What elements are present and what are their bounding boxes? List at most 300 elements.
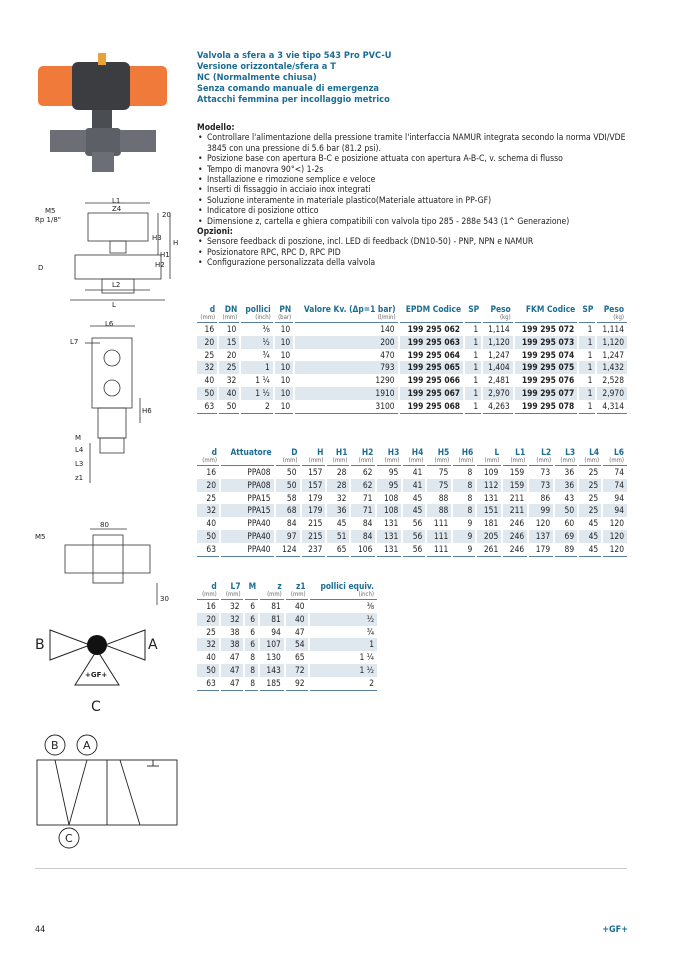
table-cell: 9 xyxy=(452,543,476,556)
table-cell: 32 xyxy=(220,613,244,626)
table-cell: 8 xyxy=(452,479,476,492)
gf-symbol: +GF+ xyxy=(85,671,108,679)
dim-label: L3 xyxy=(75,460,84,468)
table-cell: 74 xyxy=(602,466,627,479)
table-cell: 15 xyxy=(218,336,240,349)
table-cell: 36 xyxy=(326,504,350,517)
table-cell: 185 xyxy=(259,677,285,690)
table-row xyxy=(196,323,627,336)
table-cell: 32 xyxy=(218,374,240,387)
table-cell: 86 xyxy=(528,492,554,505)
column-header xyxy=(294,304,398,323)
table-cell: 45 xyxy=(578,530,602,543)
column-header xyxy=(218,304,240,323)
table-cell: 215 xyxy=(301,517,327,530)
header-unit: (mm) xyxy=(584,457,600,464)
header-unit: (kg) xyxy=(499,314,511,321)
page-number: 44 xyxy=(35,925,46,935)
table-cell: 8 xyxy=(452,466,476,479)
table-cell: 25 xyxy=(218,361,240,374)
table-cell: 1 xyxy=(578,387,596,400)
table-cell: PPA15 xyxy=(220,504,275,517)
header-unit: (inch) xyxy=(358,591,374,598)
header-unit: (mm) xyxy=(332,457,348,464)
table-row xyxy=(196,600,377,613)
schema-a-label: A xyxy=(83,739,91,752)
column-header xyxy=(309,581,377,600)
port-b-label: B xyxy=(35,637,45,653)
table-cell: 88 xyxy=(426,504,452,517)
bullet-item: • Installazione e rimozione semplice e veloce xyxy=(197,175,627,185)
table-cell: PPA08 xyxy=(220,479,275,492)
heading-line: Valvola a sfera a 3 vie tipo 543 Pro PVC-U xyxy=(197,50,392,61)
table-cell: 32 xyxy=(326,492,350,505)
table-cell: 8 xyxy=(452,504,476,517)
table-cell: 74 xyxy=(602,479,627,492)
table-row xyxy=(196,387,627,400)
header-label: L4 xyxy=(589,447,600,457)
bullet-item: • Controllare l'alimentazione della pressione tramite l'interfaccia NAMUR integrata secondo la norma VDI/VDE 3845 con una pressione di 5.6 bar (81.2 psi). xyxy=(197,133,627,154)
table-cell: 8 xyxy=(244,677,260,690)
table-cell: 10 xyxy=(274,400,294,413)
table-cell: 9 xyxy=(452,530,476,543)
column-header xyxy=(554,447,578,466)
table-cell: 199 295 065 xyxy=(399,361,464,374)
table-cell: 9 xyxy=(452,517,476,530)
table-cell: 41 xyxy=(402,466,426,479)
table-cell: 10 xyxy=(274,361,294,374)
column-header xyxy=(196,447,220,466)
table-cell: 111 xyxy=(426,517,452,530)
table-cell: 4,314 xyxy=(596,400,627,413)
table-cell: 1 ½ xyxy=(309,664,377,677)
header-unit: (mm) xyxy=(282,457,298,464)
table-cell: 2,970 xyxy=(482,387,514,400)
features xyxy=(197,123,627,269)
table-row xyxy=(196,504,627,517)
column-header xyxy=(376,447,402,466)
table-row xyxy=(196,361,627,374)
table-cell: 199 295 062 xyxy=(399,323,464,336)
column-header xyxy=(326,447,350,466)
header-label: H6 xyxy=(461,447,474,457)
table-cell: 94 xyxy=(602,504,627,517)
table-cell: 159 xyxy=(502,479,528,492)
table-cell: 3100 xyxy=(294,400,398,413)
model-list xyxy=(197,133,627,227)
gf-logo: +GF+ xyxy=(602,925,628,935)
table-cell: 131 xyxy=(376,517,402,530)
table-cell: 32 xyxy=(196,638,220,651)
table-cell: 6 xyxy=(244,626,260,639)
header-label: DN xyxy=(224,304,238,314)
table-cell: 199 295 078 xyxy=(514,400,579,413)
bullet-item: • Indicatore di posizione ottico xyxy=(197,206,627,216)
table-cell: 50 xyxy=(196,664,220,677)
bullet-item: • Configurazione personalizzata della valvola xyxy=(197,258,627,268)
table-cell: 89 xyxy=(554,543,578,556)
table-cell: 124 xyxy=(275,543,301,556)
table-cell: 108 xyxy=(376,504,402,517)
table-cell: 6 xyxy=(244,613,260,626)
table-cell: ½ xyxy=(309,613,377,626)
column-header xyxy=(528,447,554,466)
table-cell: 94 xyxy=(259,626,285,639)
table-cell: 2,481 xyxy=(482,374,514,387)
heading-line: Attacchi femmina per incollaggio metrico xyxy=(197,94,390,105)
table-cell: 38 xyxy=(220,626,244,639)
dim-label: z1 xyxy=(75,474,84,482)
table-cell: 36 xyxy=(554,466,578,479)
column-header xyxy=(350,447,376,466)
table-cell: 50 xyxy=(275,479,301,492)
table-row xyxy=(196,530,627,543)
table-cell: ⅜ xyxy=(240,323,273,336)
table-cell: 120 xyxy=(602,517,627,530)
table-cell: 94 xyxy=(602,492,627,505)
table-cell: 470 xyxy=(294,349,398,362)
bullet-item: • Sensore feedback di poszione, incl. LED di feedback (DN10-50) - PNP, NPN e NAMUR xyxy=(197,237,627,247)
table-row xyxy=(196,479,627,492)
table-cell: 50 xyxy=(554,504,578,517)
header-unit: (mm) xyxy=(308,457,324,464)
header-label: L2 xyxy=(541,447,552,457)
header-label: H2 xyxy=(361,447,374,457)
table-cell: 25 xyxy=(196,349,218,362)
dim-label: H xyxy=(173,239,179,247)
column-header xyxy=(452,447,476,466)
table-cell: 2 xyxy=(309,677,377,690)
column-header xyxy=(514,304,579,323)
table-cell: 88 xyxy=(426,492,452,505)
table-cell: 1 xyxy=(240,361,273,374)
table-cell: 211 xyxy=(502,504,528,517)
table-cell: 40 xyxy=(196,651,220,664)
table-cell: 36 xyxy=(554,479,578,492)
table-cell: 793 xyxy=(294,361,398,374)
header-unit: (mm) xyxy=(560,457,576,464)
table-cell: 199 295 075 xyxy=(514,361,579,374)
header-unit: (l/min) xyxy=(377,314,396,321)
table-cell: 8 xyxy=(244,651,260,664)
table-cell: 1,404 xyxy=(482,361,514,374)
table-cell: 25 xyxy=(196,492,220,505)
dim-label: Z4 xyxy=(112,205,122,213)
table-cell: 73 xyxy=(528,466,554,479)
header-unit: (mm) xyxy=(358,457,374,464)
table-cell: 25 xyxy=(578,504,602,517)
header-label: Valore Kv. (Δp=1 bar) xyxy=(303,304,396,314)
table-cell: 38 xyxy=(220,638,244,651)
table-cell: 107 xyxy=(259,638,285,651)
schema-b-label: B xyxy=(51,739,59,752)
table-cell: 25 xyxy=(578,492,602,505)
header-unit: (mm) xyxy=(510,457,526,464)
header-label: FKM Codice xyxy=(525,304,576,314)
table-cell: 60 xyxy=(554,517,578,530)
column-header xyxy=(285,581,309,600)
table-cell: 84 xyxy=(350,517,376,530)
column-header xyxy=(274,304,294,323)
table-cell: 246 xyxy=(502,530,528,543)
table-row xyxy=(196,349,627,362)
table-row xyxy=(196,664,377,677)
column-header xyxy=(578,447,602,466)
table-cell: 111 xyxy=(426,543,452,556)
dim-label: H1 xyxy=(160,251,170,259)
bullet-item: • Inserti di fissaggio in acciaio inox integrati xyxy=(197,185,627,195)
table-cell: 1 xyxy=(464,400,482,413)
table-cell: 205 xyxy=(476,530,502,543)
table-cell: 10 xyxy=(274,336,294,349)
table-cell: 40 xyxy=(196,374,218,387)
table-cell: 65 xyxy=(326,543,350,556)
dim-label: H6 xyxy=(142,407,152,415)
table-cell: 58 xyxy=(275,492,301,505)
table-cell: 1 xyxy=(464,361,482,374)
header-row xyxy=(196,447,627,466)
header-label: PN xyxy=(279,304,292,314)
column-header xyxy=(402,447,426,466)
table-cell: 8 xyxy=(244,664,260,677)
table-cell: 73 xyxy=(528,479,554,492)
header-label: D xyxy=(291,447,298,457)
table-cell: 6 xyxy=(244,638,260,651)
table-cell: 20 xyxy=(218,349,240,362)
column-header xyxy=(244,581,260,600)
table-cell: 131 xyxy=(476,492,502,505)
dim-label: H2 xyxy=(155,261,165,269)
header-label: z xyxy=(277,581,282,591)
bullet-item: • Tempo di manovra 90°<) 1-2s xyxy=(197,165,627,175)
table-cell: 62 xyxy=(350,479,376,492)
table-cell: 137 xyxy=(528,530,554,543)
dim-label: L6 xyxy=(105,320,114,328)
dim-label: L xyxy=(112,301,116,309)
table-cell: 45 xyxy=(402,504,426,517)
table-cell: ⅜ xyxy=(309,600,377,613)
table-cell: 47 xyxy=(220,664,244,677)
table-cell: 45 xyxy=(326,517,350,530)
table-row xyxy=(196,613,377,626)
table-cell: 10 xyxy=(218,323,240,336)
table-cell: 63 xyxy=(196,543,220,556)
column-header xyxy=(578,304,596,323)
dim-label: Rp 1/8" xyxy=(35,216,62,224)
heading-line: NC (Normalmente chiusa) xyxy=(197,72,317,83)
table-cell: 1 xyxy=(464,387,482,400)
dim-label: M5 xyxy=(35,533,46,541)
dimensions-table xyxy=(195,447,627,557)
table-cell: 199 295 072 xyxy=(514,323,579,336)
table-row xyxy=(196,638,377,651)
table-cell: 28 xyxy=(326,466,350,479)
table-cell: 16 xyxy=(196,323,218,336)
table-cell: 1 ¼ xyxy=(309,651,377,664)
table-cell: 84 xyxy=(350,530,376,543)
column-header xyxy=(426,447,452,466)
table-cell: 4,263 xyxy=(482,400,514,413)
dim-label: M xyxy=(75,434,82,442)
table-cell: 1 xyxy=(578,374,596,387)
table-cell: ¾ xyxy=(309,626,377,639)
bullet-item: • Posizione base con apertura B-C e posizione attuata con apertura A-B-C, v. schema di flusso xyxy=(197,154,627,164)
table-cell: 179 xyxy=(301,492,327,505)
table-cell: 1,120 xyxy=(482,336,514,349)
header-label: L6 xyxy=(613,447,624,457)
table-cell: 140 xyxy=(294,323,398,336)
table-cell: 97 xyxy=(275,530,301,543)
table-cell: 47 xyxy=(285,626,309,639)
column-header xyxy=(220,447,275,466)
table-cell: PPA40 xyxy=(220,517,275,530)
column-header xyxy=(502,447,528,466)
heading-line: Versione orizzontale/sfera a T xyxy=(197,61,336,72)
dim-label: 30 xyxy=(160,595,169,603)
table-cell: 69 xyxy=(554,530,578,543)
schema-c-label: C xyxy=(65,832,73,845)
header-unit: (mm) xyxy=(536,457,552,464)
table-cell: 1 ½ xyxy=(240,387,273,400)
table-row xyxy=(196,677,377,690)
header-label: Peso xyxy=(603,304,624,314)
table-cell: 10 xyxy=(274,349,294,362)
header-unit: (mm) xyxy=(225,591,241,598)
table-cell: 6 xyxy=(244,600,260,613)
table-cell: 65 xyxy=(285,651,309,664)
table-row xyxy=(196,517,627,530)
table-cell: 1,432 xyxy=(596,361,627,374)
table-cell: 63 xyxy=(196,400,218,413)
port-c-label: C xyxy=(91,699,101,715)
table-cell: 25 xyxy=(578,466,602,479)
table-cell: 20 xyxy=(196,336,218,349)
header-unit: (mm) xyxy=(222,314,238,321)
table-cell: 71 xyxy=(350,504,376,517)
table-cell: 1 xyxy=(578,361,596,374)
table-cell: PPA40 xyxy=(220,530,275,543)
header-label: L7 xyxy=(230,581,241,591)
dim-label: H3 xyxy=(152,234,162,242)
header-label: z1 xyxy=(295,581,306,591)
table-cell: 1 ¼ xyxy=(240,374,273,387)
bullet-item: • Soluzione interamente in materiale plastico(Materiale attuatore in PP-GF) xyxy=(197,196,627,206)
column-header xyxy=(464,304,482,323)
product-photo xyxy=(30,48,180,173)
column-header xyxy=(196,581,220,600)
header-label: L3 xyxy=(565,447,576,457)
column-header xyxy=(482,304,514,323)
header-label: Peso xyxy=(490,304,511,314)
table-cell: 130 xyxy=(259,651,285,664)
table-cell: PPA40 xyxy=(220,543,275,556)
table-cell: 81 xyxy=(259,613,285,626)
table-cell: 51 xyxy=(326,530,350,543)
table-cell: 1 xyxy=(578,400,596,413)
header-label: SP xyxy=(582,304,594,314)
table-cell: 45 xyxy=(402,492,426,505)
table-cell: 95 xyxy=(376,466,402,479)
dim-label: L2 xyxy=(112,281,121,289)
table-cell: 41 xyxy=(402,479,426,492)
column-header xyxy=(196,304,218,323)
table-cell: 40 xyxy=(285,613,309,626)
table-cell: 25 xyxy=(578,479,602,492)
header-unit: (mm) xyxy=(384,457,400,464)
table-cell: 75 xyxy=(426,466,452,479)
header-label: H4 xyxy=(411,447,424,457)
table-cell: 68 xyxy=(275,504,301,517)
table-cell: 199 295 074 xyxy=(514,349,579,362)
table-cell: 120 xyxy=(602,543,627,556)
table-cell: 47 xyxy=(220,651,244,664)
table-cell: PPA08 xyxy=(220,466,275,479)
options-title: Opzioni: xyxy=(197,227,233,238)
dim-label: M5 xyxy=(45,207,56,215)
dimension-drawing-top xyxy=(35,515,175,610)
table-cell: 40 xyxy=(285,600,309,613)
table-cell: 56 xyxy=(402,530,426,543)
header-unit: (inch) xyxy=(255,314,271,321)
header-label: SP xyxy=(468,304,480,314)
table-cell: 151 xyxy=(476,504,502,517)
table-cell: 92 xyxy=(285,677,309,690)
table-cell: 215 xyxy=(301,530,327,543)
header-unit: (mm) xyxy=(290,591,306,598)
table-cell: 1 xyxy=(578,336,596,349)
table-cell: PPA15 xyxy=(220,492,275,505)
table-cell: 25 xyxy=(196,626,220,639)
table-cell: 75 xyxy=(426,479,452,492)
table-cell: 2,970 xyxy=(596,387,627,400)
header-label: d xyxy=(211,581,217,591)
header-label: M xyxy=(248,581,257,591)
header-unit: (mm) xyxy=(484,457,500,464)
dimension-drawing-front xyxy=(30,195,180,310)
header-label: H xyxy=(317,447,324,457)
column-header xyxy=(596,304,627,323)
table-cell: 28 xyxy=(326,479,350,492)
header-unit: (mm) xyxy=(434,457,450,464)
header-label: pollici xyxy=(245,304,271,314)
dim-label: 80 xyxy=(100,521,109,529)
table-cell: 157 xyxy=(301,466,327,479)
column-header xyxy=(240,304,273,323)
table-cell: 1 xyxy=(464,374,482,387)
table-cell: 261 xyxy=(476,543,502,556)
table-cell: 45 xyxy=(578,543,602,556)
table-cell: 179 xyxy=(528,543,554,556)
table-cell: 81 xyxy=(259,600,285,613)
table-cell: 143 xyxy=(259,664,285,677)
table-row xyxy=(196,651,377,664)
dim-label: D xyxy=(38,264,44,272)
table-cell: 40 xyxy=(218,387,240,400)
header-unit: (kg) xyxy=(613,314,624,321)
table-cell: 131 xyxy=(376,543,402,556)
heading-line: Senza comando manuale di emergenza xyxy=(197,83,380,94)
column-header xyxy=(476,447,502,466)
product-heading xyxy=(197,50,391,105)
table-cell: 200 xyxy=(294,336,398,349)
table-cell: 16 xyxy=(196,600,220,613)
table-cell: 1,114 xyxy=(596,323,627,336)
table-cell: 199 295 067 xyxy=(399,387,464,400)
header-unit: (mm) xyxy=(202,457,218,464)
column-header xyxy=(275,447,301,466)
table-cell: 20 xyxy=(196,479,220,492)
table-cell: 1 xyxy=(464,336,482,349)
